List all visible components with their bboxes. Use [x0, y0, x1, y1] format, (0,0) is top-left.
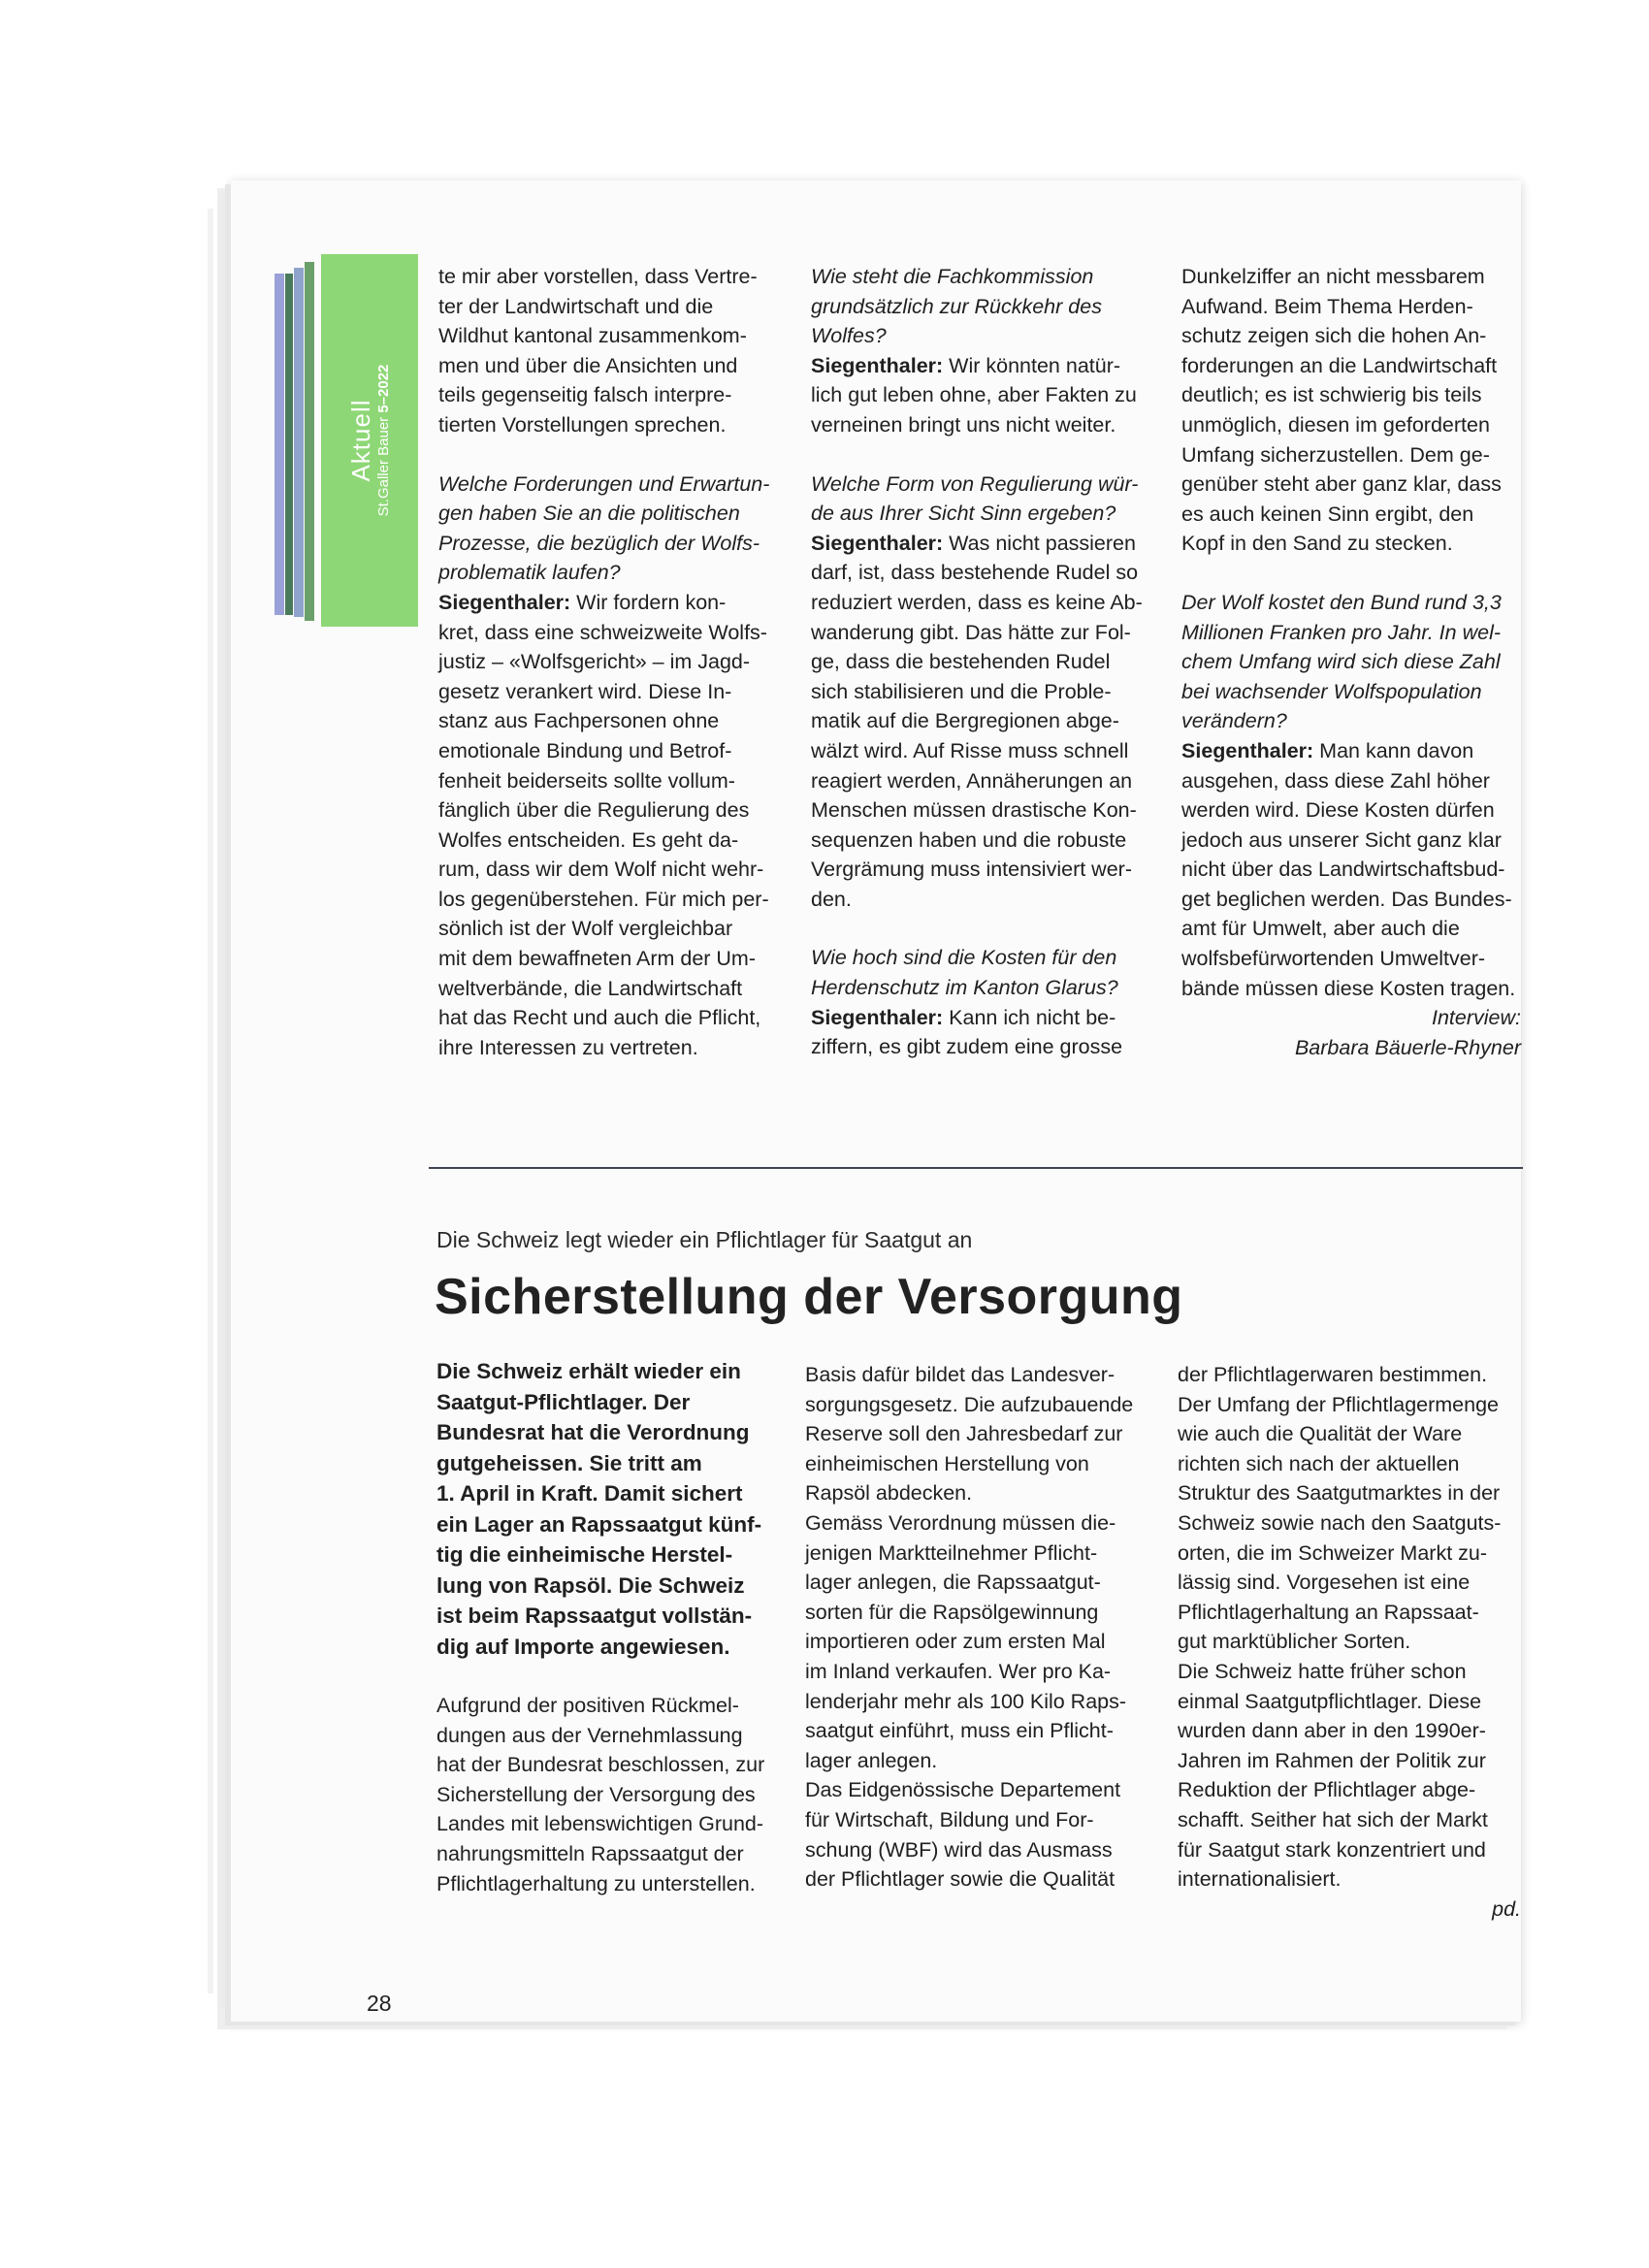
- text-line: Bundesrat hat die Verordnung: [436, 1420, 750, 1444]
- text-line: lager anlegen, die Rapssaatgut-: [805, 1571, 1101, 1595]
- text-line: richten sich nach der aktuellen: [1178, 1451, 1460, 1475]
- text-line: de aus Ihrer Sicht Sinn ergeben?: [811, 502, 1116, 526]
- text-line: Dunkelziffer an nicht messbarem: [1181, 265, 1485, 288]
- paragraph-gap: [811, 914, 1155, 943]
- text-line: deutlich; es ist schwierig bis teils: [1181, 383, 1482, 407]
- text-line: wälzt wird. Auf Risse muss schnell: [811, 738, 1129, 762]
- text-line: der Pflichtlager sowie die Qualität: [805, 1867, 1116, 1892]
- text-line: orten, die im Schweizer Markt zu-: [1178, 1540, 1488, 1565]
- text-line: stanz aus Fachpersonen ohne: [438, 709, 720, 733]
- text-line: lässig sind. Vorgesehen ist eine: [1178, 1571, 1471, 1595]
- text-line: fänglich über die Regulierung des: [438, 798, 750, 823]
- text-line: kret, dass eine schweizweite Wolfs-: [438, 620, 767, 644]
- text-line: sorgungsgesetz. Die aufzubauende: [805, 1392, 1134, 1416]
- text-line: der Pflichtlagerwaren bestimmen.: [1178, 1363, 1488, 1386]
- text-line: Die Schweiz hatte früher schon: [1178, 1659, 1467, 1683]
- text-line: men und über die Ansichten und: [438, 353, 738, 377]
- text-line: Wir fordern kon-: [570, 590, 727, 614]
- speaker-name: Siegenthaler:: [811, 353, 944, 377]
- text-line: Wildhut kantonal zusammenkom-: [438, 324, 747, 348]
- speaker-name: Siegenthaler:: [438, 590, 571, 614]
- answer: [1181, 736, 1521, 1003]
- text-line: amt für Umwelt, aber auch die: [1181, 917, 1460, 941]
- question: [811, 470, 1155, 529]
- text-line: gesetz verankert wird. Diese In-: [438, 679, 732, 703]
- text-line: justiz – «Wolfsgericht» – im Jagd-: [438, 650, 751, 674]
- text-line: Pflichtlagerhaltung an Rapssaat-: [1178, 1600, 1479, 1624]
- text-line: lung von Rapsöl. Die Schweiz: [436, 1572, 745, 1598]
- paragraph: [805, 1360, 1149, 1508]
- text-line: Barbara Bäuerle-Rhyner: [1294, 1035, 1521, 1059]
- text-line: Menschen müssen drastische Kon-: [811, 798, 1137, 823]
- text-line: hat das Recht und auch die Pflicht,: [438, 1006, 761, 1030]
- speaker-name: Siegenthaler:: [811, 531, 944, 555]
- text-line: Prozesse, die bezüglich der Wolfs-: [438, 531, 760, 555]
- text-line: grundsätzlich zur Rückkehr des: [811, 294, 1102, 318]
- text-line: reagiert werden, Annäherungen an: [811, 768, 1133, 793]
- text-line: weltverbände, die Landwirtschaft: [438, 976, 743, 1000]
- text-line: Reserve soll den Jahresbedarf zur: [805, 1422, 1123, 1446]
- section-tab: [321, 254, 418, 627]
- text-line: Die Schweiz erhält wieder ein: [436, 1359, 741, 1383]
- text-line: wanderung gibt. Das hätte zur Fol-: [811, 620, 1131, 644]
- text-line: lager anlegen.: [805, 1748, 938, 1772]
- page-edge: [219, 194, 225, 2008]
- text-line: Kann ich nicht be-: [943, 1005, 1116, 1029]
- text-line: Kopf in den Sand zu stecken.: [1181, 532, 1453, 556]
- text-line: ausgehen, dass diese Zahl höher: [1181, 768, 1490, 793]
- text-line: mit dem bewaffneten Arm der Um-: [438, 947, 757, 971]
- text-line: importieren oder zum ersten Mal: [805, 1630, 1106, 1654]
- paragraph: [438, 262, 788, 440]
- text-line: rum, dass wir dem Wolf nicht wehr-: [438, 858, 764, 882]
- text-line: matik auf die Bergregionen abge-: [811, 709, 1119, 733]
- text-line: Was nicht passieren: [943, 531, 1136, 555]
- text-line: Struktur des Saatgutmarktes in der: [1178, 1481, 1501, 1506]
- section-tab-text: [346, 365, 393, 517]
- decor-bar: [285, 274, 293, 615]
- text-line: Aufgrund der positiven Rückmel-: [436, 1694, 739, 1717]
- text-line: teils gegenseitig falsch interpre-: [438, 383, 732, 407]
- text-line: Wir könnten natür-: [943, 353, 1121, 377]
- text-line: Interview:: [1431, 1006, 1521, 1030]
- text-line: es auch keinen Sinn ergibt, den: [1181, 502, 1474, 526]
- article-column-2: [805, 1360, 1149, 1895]
- section-divider: [429, 1167, 1523, 1169]
- text-line: ihre Interessen zu vertreten.: [438, 1035, 698, 1059]
- text-line: Der Wolf kostet den Bund rund 3,3: [1181, 590, 1502, 614]
- text-line: darf, ist, dass bestehende Rudel so: [811, 561, 1139, 585]
- article-kicker: Die Schweiz legt wieder ein Pflichtlager für Saatgut an: [436, 1227, 973, 1252]
- text-line: Wie steht die Fachkommission: [811, 265, 1094, 288]
- issue-label: 5–2022: [375, 364, 392, 413]
- page-number: 28: [367, 1991, 392, 2016]
- text-line: 1. April in Kraft. Damit sichert: [436, 1481, 743, 1506]
- text-line: dungen aus der Vernehmlassung: [436, 1723, 743, 1747]
- text-line: Rapsöl abdecken.: [805, 1481, 973, 1506]
- text-line: tig die einheimische Herstel-: [436, 1542, 733, 1567]
- text-line: Welche Form von Regulierung wür-: [811, 471, 1139, 496]
- paragraph: [1181, 262, 1521, 559]
- text-line: schutz zeigen sich die hohen An-: [1181, 324, 1487, 348]
- paragraph: [1178, 1360, 1521, 1657]
- text-line: Aufwand. Beim Thema Herden-: [1181, 294, 1473, 318]
- lead-paragraph: [436, 1356, 766, 1662]
- text-line: für Wirtschaft, Bildung und For-: [805, 1807, 1094, 1831]
- text-line: gut marktüblicher Sorten.: [1178, 1630, 1411, 1654]
- text-line: wolfsbefürwortenden Umweltver-: [1181, 947, 1486, 971]
- text-line: chem Umfang wird sich diese Zahl: [1181, 650, 1501, 674]
- text-line: reduziert werden, dass es keine Ab-: [811, 590, 1143, 614]
- text-line: bände müssen diese Kosten tragen.: [1181, 976, 1516, 1000]
- text-line: gen haben Sie an die politischen: [438, 502, 740, 526]
- text-line: tierten Vorstellungen sprechen.: [438, 412, 727, 437]
- article-column-3: [1178, 1360, 1521, 1924]
- text-line: werden wird. Diese Kosten dürfen: [1181, 798, 1495, 823]
- text-line: verneinen bringt uns nicht weiter.: [811, 412, 1116, 437]
- text-line: te mir aber vorstellen, dass Vertre-: [438, 265, 758, 288]
- text-line: gutgeheissen. Sie tritt am: [436, 1450, 702, 1475]
- text-line: einmal Saatgutpflichtlager. Diese: [1178, 1689, 1482, 1713]
- answer: [811, 351, 1155, 440]
- text-line: für Saatgut stark konzentriert und: [1178, 1837, 1486, 1862]
- text-line: Saatgut-Pflichtlager. Der: [436, 1389, 691, 1414]
- text-line: Schweiz sowie nach den Saatguts-: [1178, 1510, 1502, 1535]
- text-line: Basis dafür bildet das Landesver-: [805, 1363, 1116, 1386]
- article-column-1: [436, 1356, 766, 1898]
- text-line: unmöglich, diesen im geforderten: [1181, 412, 1490, 437]
- paragraph: [805, 1775, 1149, 1894]
- text-line: sönlich ist der Wolf vergleichbar: [438, 917, 733, 941]
- text-line: Pflichtlagerhaltung zu unterstellen.: [436, 1871, 756, 1895]
- decor-bar: [294, 268, 304, 617]
- text-line: Gemäss Verordnung müssen die-: [805, 1510, 1116, 1535]
- author-sign: [1178, 1895, 1521, 1925]
- paragraph-gap: [811, 440, 1155, 470]
- text-line: forderungen an die Landwirtschaft: [1181, 353, 1498, 377]
- decor-bar: [305, 262, 314, 621]
- text-line: problematik laufen?: [438, 561, 621, 585]
- text-line: Herdenschutz im Kanton Glarus?: [811, 976, 1118, 1000]
- text-line: sequenzen haben und die robuste: [811, 827, 1127, 852]
- text-line: schafft. Seither hat sich der Markt: [1178, 1807, 1488, 1831]
- paragraph: [1178, 1657, 1521, 1895]
- text-line: Der Umfang der Pflichtlagermenge: [1178, 1392, 1500, 1416]
- text-line: jedoch aus unserer Sicht ganz klar: [1181, 827, 1502, 852]
- interview-column-1: [438, 262, 788, 1062]
- text-line: wie auch die Qualität der Ware: [1178, 1422, 1463, 1446]
- question: [438, 470, 788, 588]
- text-line: Das Eidgenössische Departement: [805, 1778, 1121, 1802]
- text-line: ziffern, es gibt zudem eine grosse: [811, 1035, 1123, 1059]
- question: [1181, 588, 1521, 736]
- article-headline: Sicherstellung der Versorgung: [435, 1269, 1183, 1325]
- text-line: get beglichen werden. Das Bundes-: [1181, 887, 1512, 911]
- paragraph: [436, 1691, 766, 1898]
- text-line: Wie hoch sind die Kosten für den: [811, 946, 1117, 970]
- text-line: sorten für die Rapsölgewinnung: [805, 1600, 1099, 1624]
- section-label: Aktuell: [346, 399, 375, 482]
- text-line: lenderjahr mehr als 100 Kilo Raps-: [805, 1689, 1127, 1713]
- interview-credit: [1181, 1003, 1521, 1062]
- text-line: ge, dass die bestehenden Rudel: [811, 650, 1111, 674]
- text-line: wurden dann aber in den 1990er-: [1178, 1719, 1486, 1743]
- speaker-name: Siegenthaler:: [811, 1005, 944, 1029]
- text-line: dig auf Importe angewiesen.: [436, 1634, 730, 1659]
- text-line: schung (WBF) wird das Ausmass: [805, 1837, 1113, 1862]
- interview-column-3: [1181, 262, 1521, 1062]
- text-line: Millionen Franken pro Jahr. In wel-: [1181, 620, 1502, 644]
- text-line: verändern?: [1181, 709, 1287, 733]
- text-line: genüber steht aber ganz klar, dass: [1181, 472, 1502, 497]
- interview-column-2: [811, 262, 1155, 1062]
- text-line: fenheit beiderseits sollte vollum-: [438, 768, 735, 793]
- text-line: nicht über das Landwirtschaftsbud-: [1181, 858, 1505, 882]
- question: [811, 262, 1155, 351]
- text-line: Landes mit lebenswichtigen Grund-: [436, 1812, 764, 1836]
- paragraph-gap: [1181, 559, 1521, 588]
- text-line: Reduktion der Pflichtlager abge-: [1178, 1778, 1476, 1802]
- text-line: Man kann davon: [1313, 738, 1474, 762]
- text-line: ein Lager an Rapssaatgut künf-: [436, 1511, 762, 1537]
- text-line: sich stabilisieren und die Proble-: [811, 679, 1112, 703]
- text-line: lich gut leben ohne, aber Fakten zu: [811, 383, 1137, 407]
- paragraph-gap: [436, 1662, 766, 1691]
- answer: [811, 529, 1155, 915]
- text-line: einheimischen Herstellung von: [805, 1451, 1089, 1475]
- text-line: Umfang sicherzustellen. Dem ge-: [1181, 442, 1490, 467]
- text-line: den.: [811, 887, 852, 911]
- decor-bar: [275, 274, 284, 615]
- text-line: pd.: [1492, 1896, 1521, 1921]
- text-line: Wolfes?: [811, 324, 887, 348]
- text-line: bei wachsender Wolfspopulation: [1181, 679, 1482, 703]
- text-line: Wolfes entscheiden. Es geht da-: [438, 827, 739, 852]
- text-line: Sicherstellung der Versorgung des: [436, 1782, 756, 1806]
- text-line: saatgut einführt, muss ein Pflicht-: [805, 1719, 1114, 1743]
- text-line: nahrungsmitteln Rapssaatgut der: [436, 1841, 744, 1865]
- question: [811, 943, 1155, 1002]
- speaker-name: Siegenthaler:: [1181, 738, 1314, 762]
- text-line: im Inland verkaufen. Wer pro Ka-: [805, 1659, 1112, 1683]
- answer: [438, 588, 788, 1063]
- answer: [811, 1003, 1155, 1062]
- text-line: los gegenüberstehen. Für mich per-: [438, 887, 769, 911]
- text-line: internationalisiert.: [1178, 1867, 1342, 1892]
- paragraph-gap: [438, 440, 788, 470]
- text-line: Jahren im Rahmen der Politik zur: [1178, 1748, 1486, 1772]
- publication-name: St.Galler Bauer: [375, 416, 392, 517]
- text-line: emotionale Bindung und Betrof-: [438, 738, 732, 762]
- text-line: Welche Forderungen und Erwartun-: [438, 471, 770, 496]
- page-edge: [208, 209, 213, 1993]
- text-line: ist beim Rapssaatgut vollstän-: [436, 1604, 753, 1628]
- publication-line: [375, 365, 393, 517]
- text-line: jenigen Marktteilnehmer Pflicht-: [805, 1540, 1098, 1565]
- paragraph: [805, 1508, 1149, 1775]
- text-line: Vergrämung muss intensiviert wer-: [811, 858, 1132, 882]
- text-line: hat der Bundesrat beschlossen, zur: [436, 1753, 765, 1777]
- text-line: ter der Landwirtschaft und die: [438, 294, 714, 318]
